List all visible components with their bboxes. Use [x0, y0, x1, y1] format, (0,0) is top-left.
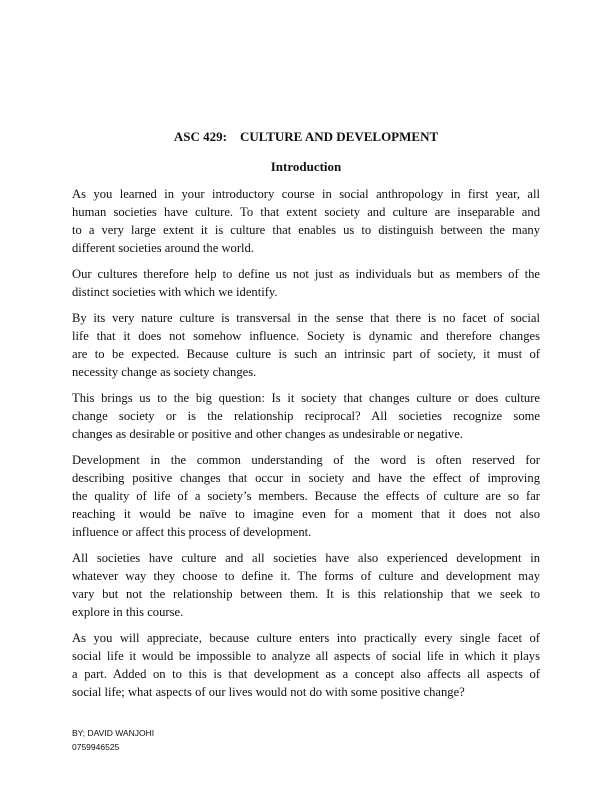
paragraph-line: Development in the common understanding of the word is often reserved for — [72, 453, 540, 467]
paragraph-line: changes as desirable or positive and other changes as undesirable or negative. — [72, 427, 463, 441]
paragraph-line: the quality of life of a society’s members. Because the effects of culture are so far — [72, 489, 540, 503]
paragraph-line: This brings us to the big question: Is it society that changes culture or does culture — [72, 391, 540, 405]
footer-phone: 0759946525 — [72, 742, 120, 752]
paragraph — [72, 389, 540, 443]
footer — [72, 726, 154, 754]
paragraph — [72, 265, 540, 301]
paragraph-line: By its very nature culture is transversal in the sense that there is no facet of social — [72, 311, 540, 325]
paragraph-line: As you learned in your introductory course in social anthropology in first year, all — [72, 187, 540, 201]
paragraph-line: Our cultures therefore help to define us not just as individuals but as members of the — [72, 267, 540, 281]
paragraph-line: describing positive changes that occur in society and have the effect of improving — [72, 471, 540, 485]
footer-author: BY; DAVID WANJOHI — [72, 728, 155, 738]
paragraph-line: are to be expected. Because culture is such an intrinsic part of society, it must of — [72, 347, 540, 361]
paragraph-line: human societies have culture. To that extent society and culture are inseparable and — [72, 205, 540, 219]
paragraph — [72, 451, 540, 541]
document-title: ASC 429: CULTURE AND DEVELOPMENT — [173, 129, 439, 144]
paragraph-line: life that it does not somehow influence. Society is dynamic and therefore changes — [72, 329, 540, 343]
paragraph-line: to a very large extent it is culture that enables us to distinguish between the many — [72, 223, 540, 237]
paragraph-line: explore in this course. — [72, 605, 184, 619]
paragraph-line: necessity change as society changes. — [72, 365, 257, 379]
paragraph-line: social life it would be impossible to analyze all aspects of social life in which it plays — [72, 649, 540, 663]
paragraph-line: As you will appreciate, because culture enters into practically every single facet of — [72, 631, 540, 645]
paragraph-line: vary but not the relationship between them. It is this relationship that we seek to — [72, 587, 540, 601]
paragraph-line: distinct societies with which we identify. — [72, 285, 278, 299]
paragraph-line: social life; what aspects of our lives would not do with some positive change? — [72, 685, 465, 699]
paragraph-line: a part. Added on to this is that development as a concept also affects all aspects of — [72, 667, 540, 681]
paragraph-line: whatever way they choose to define it. The forms of culture and development may — [72, 569, 540, 583]
paragraph-line: change society or is the relationship reciprocal? All societies recognize some — [72, 409, 540, 423]
paragraph-line: reaching it would be naïve to imagine even for a moment that it does not also — [72, 507, 540, 521]
paragraph-line: different societies around the world. — [72, 241, 254, 255]
paragraph — [72, 185, 540, 257]
paragraph-line: All societies have culture and all societies have also experienced development in — [72, 551, 540, 565]
paragraph — [72, 549, 540, 621]
section-heading: Introduction — [270, 159, 342, 174]
paragraph-line: influence or affect this process of development. — [72, 525, 312, 539]
paragraph — [72, 309, 540, 381]
paragraph — [72, 629, 540, 701]
document-body — [72, 185, 540, 709]
